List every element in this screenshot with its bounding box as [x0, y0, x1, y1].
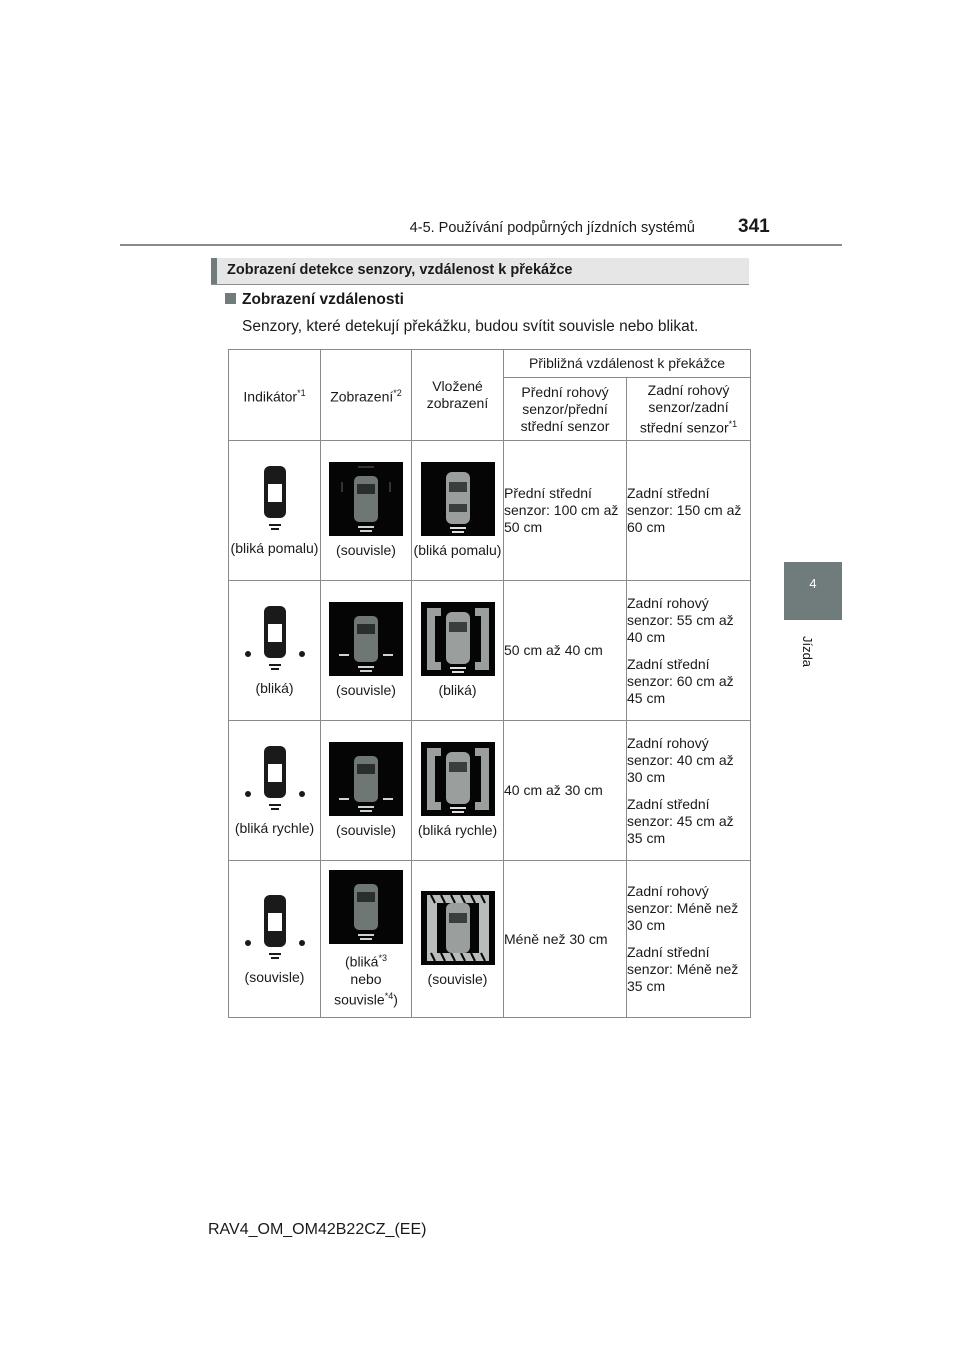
inset-display-image: [421, 742, 495, 816]
sensor-display-image: [329, 462, 403, 536]
front-distance-cell: Přední střední senzor: 100 cm až 50 cm: [504, 441, 627, 581]
header-front-sensor: Přední rohový senzor/přední střední senzor: [504, 378, 627, 441]
header-approx-distance: Přibližná vzdálenost k překážce: [504, 350, 751, 378]
indicator-cell: [229, 721, 321, 861]
indicator-cell: [229, 581, 321, 721]
vehicle-indicator-icon: [240, 604, 310, 674]
inset-cell: [412, 441, 504, 581]
inset-cell: [412, 861, 504, 1018]
table-row: [229, 581, 751, 721]
vehicle-indicator-icon: [255, 464, 295, 534]
inset-caption: (bliká rychle): [417, 822, 498, 838]
document-code: RAV4_OM_OM42B22CZ_(EE): [208, 1221, 427, 1238]
inset-caption: (bliká): [438, 682, 477, 698]
display-cell: [321, 581, 412, 721]
chapter-tab: [784, 562, 842, 620]
rear-distance-cell: Zadní rohový senzor: 40 cm až 30 cm Zadní střední senzor: 45 cm až 35 cm: [627, 721, 751, 861]
display-cell: [321, 861, 412, 1018]
indicator-cell: [229, 861, 321, 1018]
page-number: 341: [738, 216, 770, 237]
table-row: [229, 441, 751, 581]
intro-text: Senzory, které detekují překážku, budou svítit souvisle nebo blikat.: [242, 318, 699, 335]
table-row: [229, 861, 751, 1018]
distance-table: [228, 349, 751, 1018]
header-indicator: Indikátor$^{*1}$: [229, 350, 321, 441]
vehicle-indicator-icon: [240, 893, 310, 963]
display-caption: (souvisle): [336, 822, 396, 838]
inset-caption: (bliká pomalu): [413, 542, 502, 558]
section-bar-rule: [211, 284, 749, 285]
inset-display-image: [421, 602, 495, 676]
sensor-display-image: [329, 870, 403, 944]
chapter-label-text: Jízda: [800, 635, 816, 668]
inset-display-image: [421, 462, 495, 536]
subsection-title: [225, 291, 404, 309]
display-caption: (souvisle): [336, 682, 396, 698]
indicator-caption: (bliká pomalu): [230, 540, 319, 556]
section-title: Zobrazení detekce senzory, vzdálenost k překážce: [227, 262, 573, 278]
header-rule: [120, 244, 842, 246]
header-inset: Vložené zobrazení: [412, 350, 504, 441]
display-cell: [321, 441, 412, 581]
indicator-caption: (bliká): [255, 680, 294, 696]
inset-cell: [412, 581, 504, 721]
inset-cell: [412, 721, 504, 861]
front-distance-cell: 50 cm až 40 cm: [504, 581, 627, 721]
display-caption: (souvisle): [336, 542, 396, 558]
display-cell: [321, 721, 412, 861]
rear-distance-cell: Zadní střední senzor: 150 cm až 60 cm: [627, 441, 751, 581]
chapter-label: [792, 630, 832, 670]
front-distance-cell: 40 cm až 30 cm: [504, 721, 627, 861]
indicator-caption: (souvisle): [244, 968, 305, 985]
header-display: Zobrazení$^{*2}$: [321, 350, 412, 441]
inset-caption: (souvisle): [427, 970, 488, 987]
header-section-title: 4-5. Používání podpůrných jízdních systémů: [409, 220, 695, 236]
table-row: [229, 721, 751, 861]
section-title-bar: [211, 258, 749, 284]
rear-distance-cell: Zadní rohový senzor: Méně než 30 cm Zadní střední senzor: Méně než 35 cm: [627, 861, 751, 1018]
subsection-title-text: Zobrazení vzdálenosti: [242, 291, 404, 308]
display-caption: (bliká$^{*3}$ nebo souvisle$^{*4}$): [334, 952, 398, 1008]
square-bullet-icon: [225, 293, 236, 304]
vehicle-indicator-icon: [240, 744, 310, 814]
front-distance-cell: Méně než 30 cm: [504, 861, 627, 1018]
sensor-display-image: [329, 602, 403, 676]
chapter-number: 4: [809, 576, 817, 591]
rear-distance-cell: Zadní rohový senzor: 55 cm až 40 cm Zadní střední senzor: 60 cm až 45 cm: [627, 581, 751, 721]
header-rear-sensor: Zadní rohový senzor/zadní střední senzor$^{*1}$: [627, 378, 751, 441]
indicator-caption: (bliká rychle): [234, 820, 315, 836]
inset-display-image: [421, 891, 495, 965]
sensor-display-image: [329, 742, 403, 816]
indicator-cell: [229, 441, 321, 581]
